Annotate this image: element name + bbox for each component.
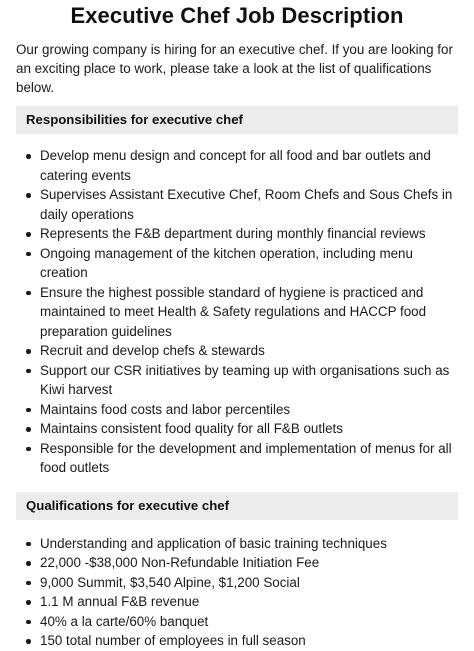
list-item: Develop menu design and concept for all food and bar outlets and catering events	[40, 146, 458, 185]
intro-paragraph: Our growing company is hiring for an executive chef. If you are looking for an exciting place to work, please take a look at the list of qualifications below.	[16, 42, 453, 95]
responsibilities-list	[16, 146, 458, 478]
list-item: 40% a la carte/60% banquet	[40, 612, 458, 632]
list-item: Supervises Assistant Executive Chef, Room Chefs and Sous Chefs in daily operations	[40, 185, 458, 224]
list-item: Responsible for the development and implementation of menus for all food outlets	[40, 439, 458, 478]
qualifications-list	[16, 534, 458, 651]
list-item: 150 total number of employees in full season	[40, 631, 458, 651]
list-item: Maintains consistent food quality for all F&B outlets	[40, 419, 458, 439]
list-item: Maintains food costs and labor percentiles	[40, 400, 458, 420]
page-title: Executive Chef Job Description	[70, 3, 404, 28]
list-item: Represents the F&B department during monthly financial reviews	[40, 224, 458, 244]
list-item: 22,000 -$38,000 Non-Refundable Initiation Fee	[40, 553, 458, 573]
responsibilities-heading: Responsibilities for executive chef	[16, 106, 458, 134]
list-item: 1.1 M annual F&B revenue	[40, 592, 458, 612]
list-item: Ensure the highest possible standard of hygiene is practiced and maintained to meet Health & Safety regulations and HACCP food preparation guidelines	[40, 283, 458, 342]
list-item: Understanding and application of basic training techniques	[40, 534, 458, 554]
qualifications-heading: Qualifications for executive chef	[16, 492, 458, 520]
list-item: Support our CSR initiatives by teaming up with organisations such as Kiwi harvest	[40, 361, 458, 400]
list-item: 9,000 Summit, $3,540 Alpine, $1,200 Social	[40, 573, 458, 593]
list-item: Ongoing management of the kitchen operation, including menu creation	[40, 244, 458, 283]
list-item: Recruit and develop chefs & stewards	[40, 341, 458, 361]
